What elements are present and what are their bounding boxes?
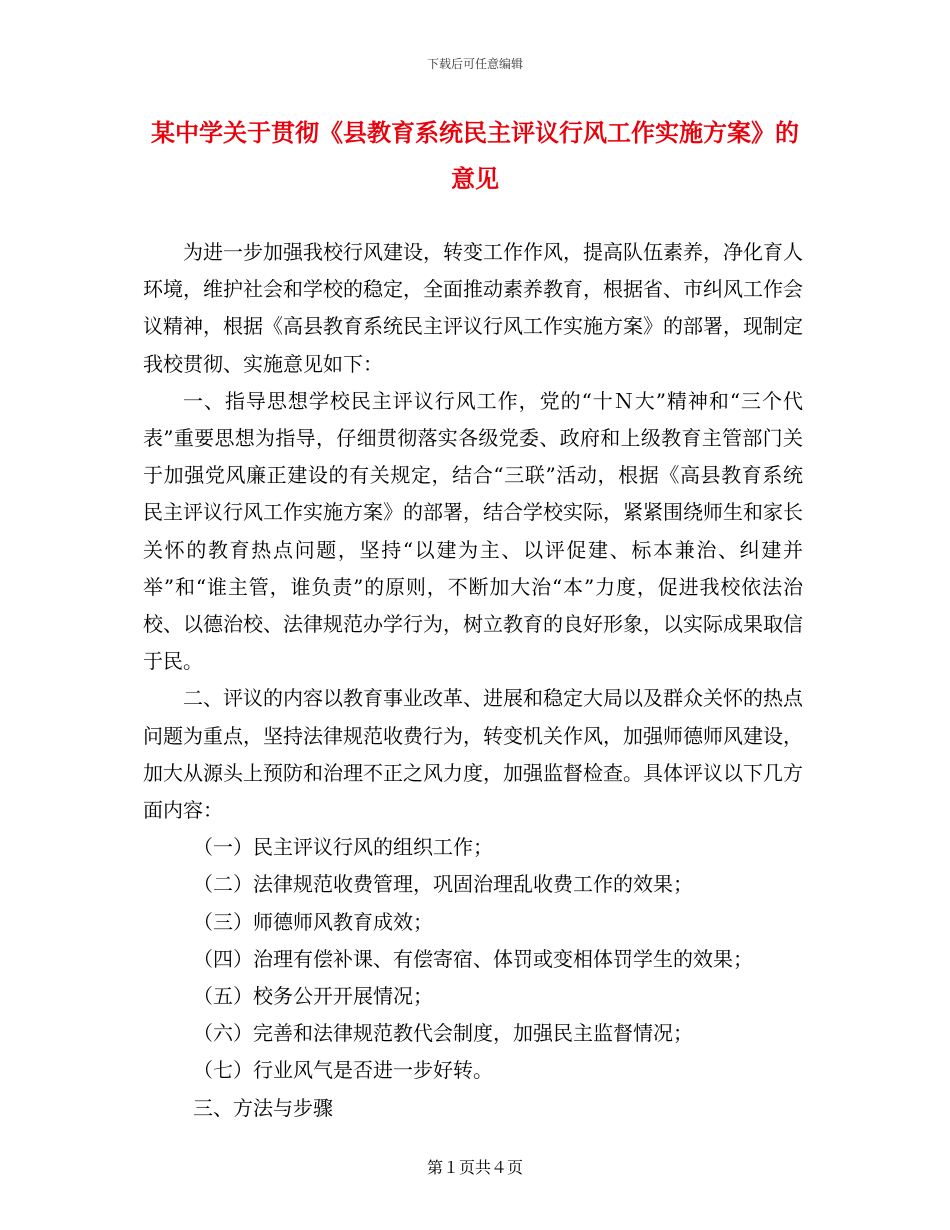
list-item: （七）行业风气是否进一步好转。	[193, 1058, 493, 1083]
section-1-paragraph: 一、指导思想学校民主评议行风工作，党的“十Ｎ大”精神和“三个代表”重要思想为指导，仔细贯彻落实各级党委、政府和上级教育主管部门关于加强党风廉正建设的有关规定，结合“三联”活动，根据《高县教育系统民主评议行风工作实施方案》的部署，结合学校实际，紧紧围绕师生和家长关怀的教育热点问题，坚持“以建为主、以评促建、标本兼治、纠建并举”和“谁主管，谁负责”的原则，不断加大治“本”力度，促进我校依法治校、以德治校、法律规范办学行为，树立教育的良好形象，以实际成果取信于民。	[143, 388, 803, 674]
header-note: 下载后可任意编辑	[426, 57, 523, 71]
list-item: （六）完善和法律规范教代会制度，加强民主监督情况；	[193, 1021, 693, 1046]
intro-paragraph: 为进一步加强我校行风建设，转变工作作风，提高队伍素养，净化育人环境，维护社会和学校的稳定，全面推动素养教育，根据省、市纠风工作会议精神，根据《高县教育系统民主评议行风工作实施方案》的部署，现制定我校贯彻、实施意见如下：	[143, 240, 803, 376]
document-body	[143, 234, 803, 1127]
section-2-paragraph: 二、评议的内容以教育事业改革、进展和稳定大局以及群众关怀的热点问题为重点，坚持法律规范收费行为，转变机关作风，加强师德师风建设，加大从源头上预防和治理不正之风力度，加强监督检查。具体评议以下几方面内容：	[143, 686, 803, 823]
section-3-heading: 三、方法与步骤	[193, 1095, 333, 1120]
document-title: 某中学关于贯彻《县教育系统民主评议行风工作实施方案》的意见	[151, 119, 799, 193]
list-item: （二）法律规范收费管理，巩固治理乱收费工作的效果；	[193, 872, 693, 897]
list-item: （一）民主评议行风的组织工作；	[193, 835, 493, 860]
list-item: （五）校务公开开展情况；	[193, 984, 433, 1009]
page-footer: 第１页共４页	[426, 1158, 523, 1177]
list-item: （三）师德师风教育成效；	[193, 909, 433, 934]
list-item: （四）治理有偿补课、有偿寄宿、体罚或变相体罚学生的效果；	[193, 946, 753, 971]
